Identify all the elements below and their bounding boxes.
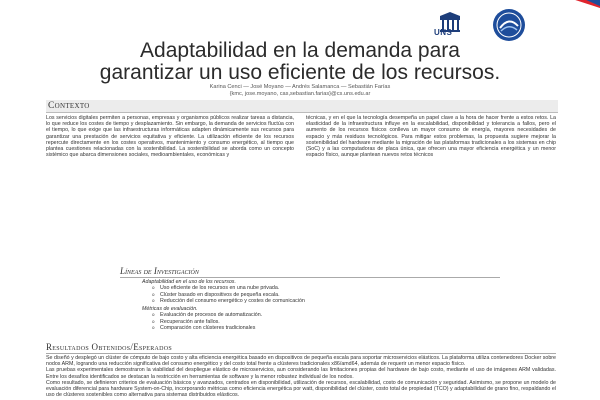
author-names: Karina Cenci — José Moyano — Andrés Salamanca — Sebastián Farías — [209, 84, 391, 90]
research-group-1-list — [142, 285, 492, 304]
results-paragraph: Se diseñó y desplegó un clúster de cómputo de bajo costo y alta eficiencia energética basado en dispositivos de pequeña escala para soportar microservicios elásticos. La plataforma utiliza contenedores Docker sobre nodos ARM, logrando una reducción significativa del consumo energético y del costo total frente a clústeres tradicionales x86/amd64, además de requerir un menor espacio físico. — [46, 355, 556, 368]
author-emails: {kmc, jose.moyano, cas,sebastian.farias}@cs.uns.edu.ar — [229, 91, 371, 97]
list-item: o Reducción del consumo energético y costes de comunicación — [160, 298, 492, 304]
context-text-left: Los servicios digitales permiten a personas, empresas y organismos públicos realizar tareas a distancia, lo que reduce los costes de tiempo y desplazamiento. Sin embargo, la demanda de servicios fluctúa con el tiempo, lo que exige que las infraestructuras informáticas adapten dinámicamente sus recursos para garantizar una prestación de servicios equitativa y eficiente. La utilización eficiente de los recursos repercute directamente en los costes operativos, mantenimiento y consumo energético, al tiempo que plantea cuestiones relacionadas con la sostenibilidad. La sostenibilidad se aborda como un concepto sistémico que abarca dimensiones sociales, medioambientales, económicas y — [46, 115, 294, 159]
research-lines-heading: Líneas de Investigación — [120, 266, 500, 278]
list-item: o Comparación con clústeres tradicionales — [160, 325, 492, 331]
department-seal-icon — [492, 8, 526, 42]
research-group-1-label: Adaptabilidad en el uso de los recursos. — [142, 279, 236, 285]
authors-block — [60, 84, 540, 98]
context-heading: Contexto — [46, 100, 558, 113]
list-item: o Evaluación de procesos de automatización. — [160, 312, 492, 318]
research-group-2-label: Métricas de evaluación. — [142, 306, 198, 313]
results-heading: Resultados Obtenidos/Esperados — [46, 342, 556, 354]
results-body — [46, 355, 556, 398]
list-item: o Recuperación ante fallos. — [160, 319, 492, 325]
poster-title — [40, 40, 560, 84]
research-lines-content — [142, 279, 492, 333]
list-item: o Uso eficiente de los recursos en una nube privada. — [160, 285, 492, 291]
context-text-right: técnicas, y en el que la tecnología desempeña un papel clave a la hora de hacer frente a estos retos. La elasticidad de la infraestructura influye en la escalabilidad, disponibilidad y tolerancia a fallos, pero el aumento de los recursos físicos conlleva un mayor consumo de energía, mayores necesidades de espacio y más residuos tecnológicos. Para mitigar estos problemas, la propuesta sugiere mejorar la sostenibilidad del hardware mediante la migración de las plataformas tradicionales a los sistemas en chip (SoC) y a las computadoras de placa única, que ofrecen una mayor eficiencia energética y un menor espacio físico, aunque plantean nuevos retos técnicos — [306, 115, 556, 159]
title-line-2: garantizar un uso eficiente de los recursos. — [99, 61, 501, 84]
context-column-right — [306, 115, 556, 158]
uns-logo-label: UNS — [434, 28, 453, 37]
research-group-2-list — [142, 312, 492, 331]
results-paragraph: Como resultado, se definieron criterios de evaluación básicos y avanzados, centrados en disponibilidad, utilización de recursos, escalabilidad, costo de comunicación y seguridad. Asimismo, se propone un modelo de evaluación diferencial para hardware System-on-Chip, incorporando métricas como eficiencia energética por watt, disponibilidad del clúster, costo total de propiedad (TCO) y adaptabilidad de grano fino, respaldando el uso de clústeres sostenibles como alternativa para sistemas distribuidos elásticos. — [46, 379, 556, 399]
list-item: o Clúster basado en dispositivos de pequeña escala. — [160, 292, 492, 298]
context-column-left — [46, 115, 294, 158]
research-lines-section — [120, 266, 500, 340]
title-line-1: Adaptabilidad en la demanda para — [140, 39, 460, 62]
results-paragraph: Las pruebas experimentales demostraron la viabilidad del despliegue elástico de microservicios, aun considerando las limitaciones propias del hardware de bajo costo, mediante el uso de imágenes ARM validadas. Entre los desafíos identificados se destacan la restricción en herramientas de software y la menor robustez individual de los nodos. — [46, 367, 556, 380]
